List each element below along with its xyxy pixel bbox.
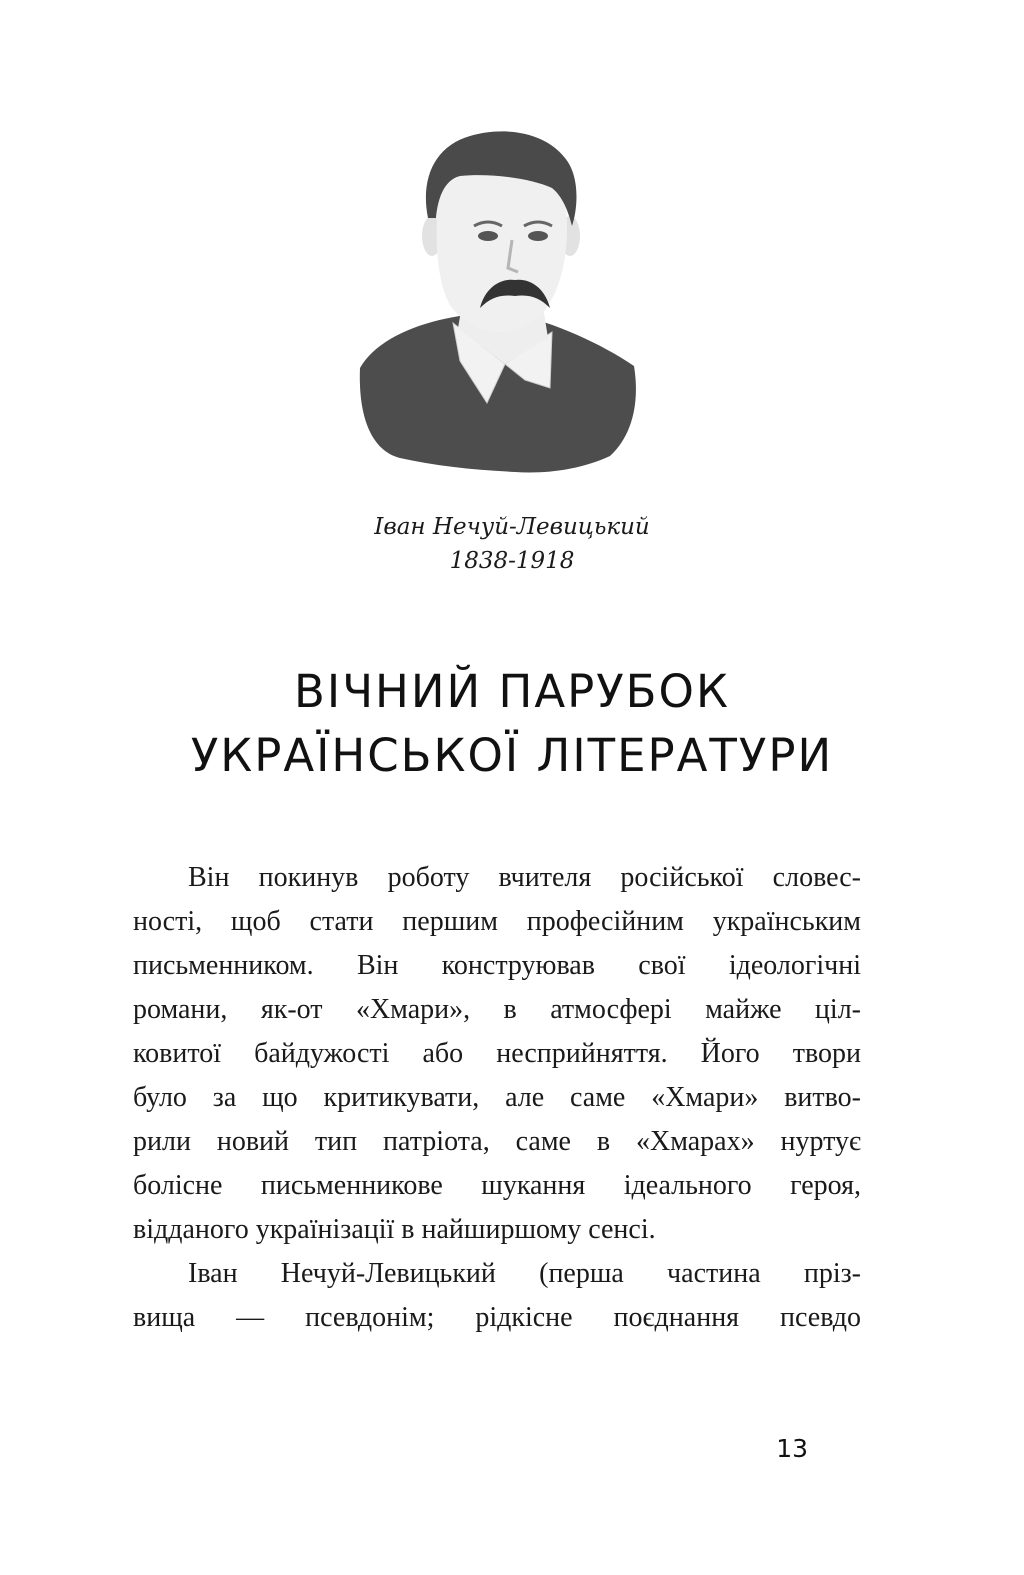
- page-number: 13: [776, 1434, 808, 1463]
- body-line: рили новий тип патріота, саме в «Хмарах» нуртує: [133, 1126, 861, 1157]
- body-line: ності, щоб стати першим професійним українським: [133, 906, 861, 937]
- body-line: письменником. Він конструював свої ідеологічні: [133, 950, 861, 981]
- portrait-illustration: [340, 118, 650, 483]
- caption-name: Іван Нечуй-Левицький: [374, 514, 650, 540]
- chapter-title-line-1: ВІЧНИЙ ПАРУБОК: [294, 665, 730, 718]
- body-line: було за що критикувати, але саме «Хмари» витво-: [133, 1082, 861, 1113]
- chapter-title: [0, 660, 1024, 788]
- right-eye: [528, 231, 548, 241]
- body-line: Він покинув роботу вчителя російської словес-: [188, 862, 861, 893]
- body-line: відданого українізації в найширшому сенсі.: [133, 1214, 656, 1245]
- face: [437, 168, 567, 332]
- chapter-title-line-2: УКРАЇНСЬКОЇ ЛІТЕРАТУРИ: [190, 729, 834, 782]
- body-line: Іван Нечуй-Левицький (перша частина пріз-: [188, 1258, 861, 1289]
- body-line: болісне письменникове шукання ідеального героя,: [133, 1170, 861, 1201]
- body-line: ковитої байдужості або несприйняття. Його твори: [133, 1038, 861, 1069]
- body-line: романи, як-от «Хмари», в атмосфері майже ціл-: [133, 994, 861, 1025]
- body-line: вища — псевдонім; рідкісне поєднання псевдо: [133, 1302, 861, 1333]
- left-eye: [478, 231, 498, 241]
- caption-years: 1838-1918: [449, 548, 575, 574]
- body-text: [133, 856, 861, 1340]
- portrait-caption: [0, 510, 1024, 578]
